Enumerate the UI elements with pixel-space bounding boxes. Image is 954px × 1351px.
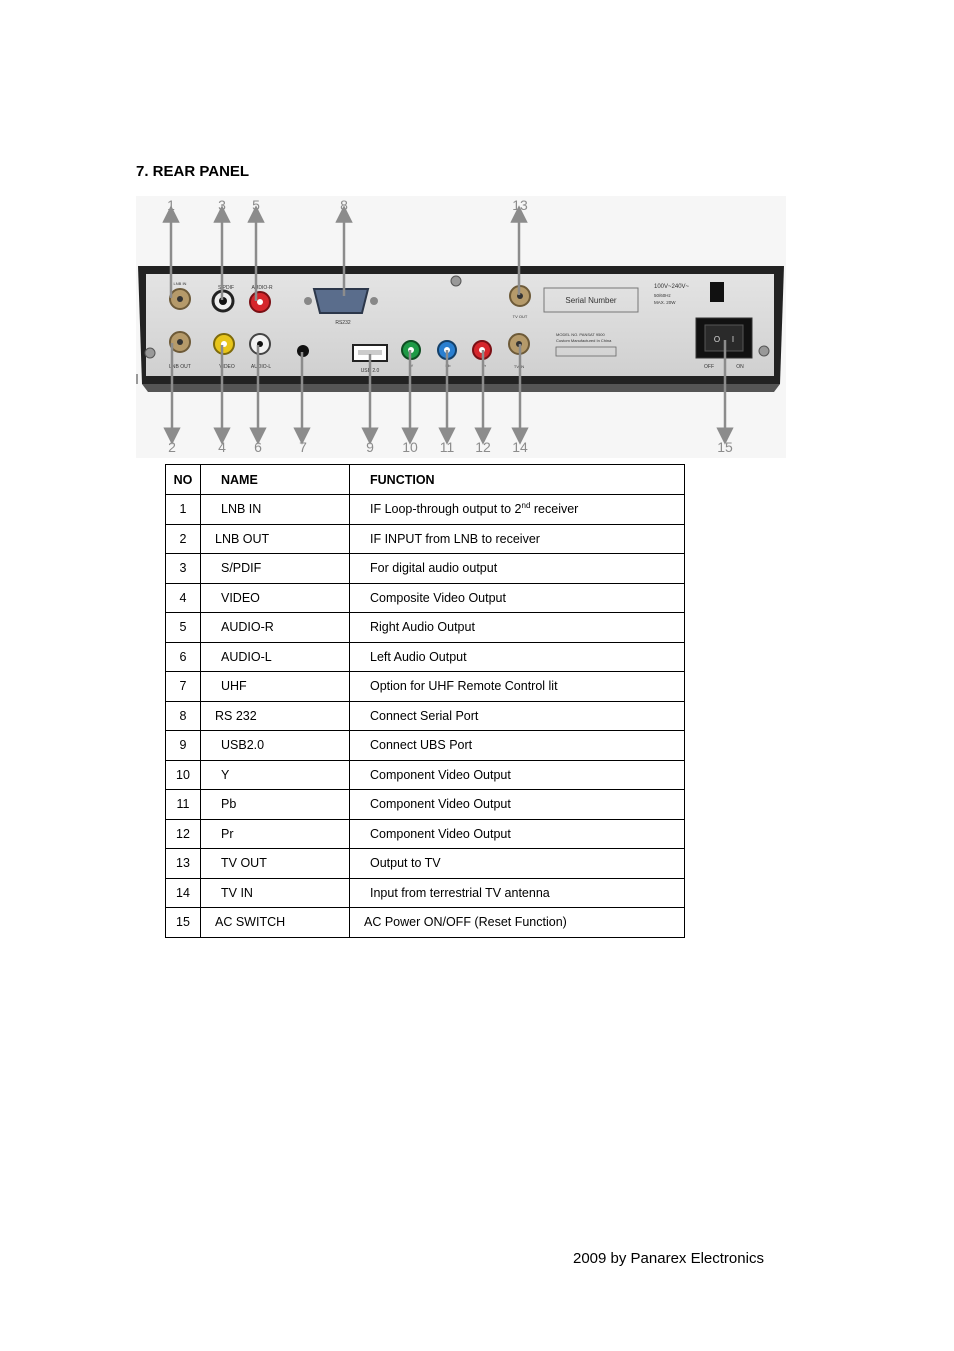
row-no: 3 (166, 554, 201, 584)
row-function: Component Video Output (350, 790, 685, 820)
row-function (350, 495, 685, 525)
ordinal-suffix: nd (521, 501, 531, 511)
section-heading: 7. REAR PANEL (136, 163, 250, 180)
callout-number-9: 9 (366, 439, 374, 455)
lnb-in-label: LNB IN (173, 281, 187, 286)
row-name: TV OUT (201, 849, 350, 879)
callout-number-8: 8 (340, 197, 348, 213)
table-header-row (166, 465, 685, 495)
callout-number-10: 10 (402, 439, 418, 455)
callout-number-2: 2 (168, 439, 176, 455)
callout-number-11: 11 (439, 439, 455, 455)
row-function: IF INPUT from LNB to receiver (350, 524, 685, 554)
made-in-label: Custom Manufactured In China (556, 338, 612, 343)
callout-number-15: 15 (717, 439, 733, 455)
power-socket (710, 282, 724, 302)
header-name: NAME (201, 465, 350, 495)
table-row (166, 524, 685, 554)
function-text-tail: receiver (530, 502, 579, 517)
row-function: Component Video Output (350, 819, 685, 849)
rear-panel-table (165, 464, 685, 938)
row-name: Pb (201, 790, 350, 820)
row-name: VIDEO (201, 583, 350, 613)
row-no: 15 (166, 908, 201, 938)
row-function: Left Audio Output (350, 642, 685, 672)
row-no: 9 (166, 731, 201, 761)
power-spec-2: 50/60Hz (654, 293, 671, 298)
row-function: Connect Serial Port (350, 701, 685, 731)
spdif-label: S/PDIF (217, 285, 235, 291)
callout-number-6: 6 (254, 439, 262, 455)
table-row (166, 760, 685, 790)
row-name: AUDIO-L (201, 642, 350, 672)
rear-panel-figure (136, 196, 786, 458)
table-row (166, 731, 685, 761)
power-spec-1: 100V~240V~ (654, 284, 690, 290)
row-no: 10 (166, 760, 201, 790)
row-no: 7 (166, 672, 201, 702)
video-label: VIDEO (219, 364, 235, 370)
callout-number-4: 4 (218, 439, 226, 455)
row-function: Composite Video Output (350, 583, 685, 613)
power-spec-3: MAX. 20W (654, 300, 676, 305)
table-row (166, 554, 685, 584)
callout-number-7: 7 (299, 439, 307, 455)
callout-number-5: 5 (252, 197, 260, 213)
table-row (166, 583, 685, 613)
table-row (166, 878, 685, 908)
callout-number-13: 13 (512, 197, 528, 213)
audio-r-label: AUDIO-R (251, 285, 273, 291)
row-function: Option for UHF Remote Control lit (350, 672, 685, 702)
table-row (166, 613, 685, 643)
table-row (166, 849, 685, 879)
row-function: For digital audio output (350, 554, 685, 584)
table-row (166, 908, 685, 938)
switch-off-mark: O (713, 335, 721, 344)
table-row (166, 819, 685, 849)
row-no: 2 (166, 524, 201, 554)
pr-label: Pr (482, 363, 486, 368)
row-name: Pr (201, 819, 350, 849)
header-function: FUNCTION (350, 465, 685, 495)
header-no: NO (166, 465, 201, 495)
callout-number-14: 14 (512, 439, 528, 455)
row-name: Y (201, 760, 350, 790)
row-no: 12 (166, 819, 201, 849)
pb-label: Pb (445, 363, 451, 368)
callout-number-3: 3 (218, 197, 226, 213)
row-function: Right Audio Output (350, 613, 685, 643)
rs232-label: RS232 (335, 320, 351, 326)
row-no: 5 (166, 613, 201, 643)
table-row (166, 495, 685, 525)
model-label: MODEL NO. PANSAT 9500 (556, 332, 605, 337)
row-no: 6 (166, 642, 201, 672)
tv-in-label: TV IN (513, 364, 525, 369)
row-name: RS 232 (201, 701, 350, 731)
row-no: 14 (166, 878, 201, 908)
row-no: 8 (166, 701, 201, 731)
tv-out-label: TV OUT (512, 314, 528, 319)
row-no: 1 (166, 495, 201, 525)
row-function: Input from terrestrial TV antenna (350, 878, 685, 908)
row-name: TV IN (201, 878, 350, 908)
y-label: Y (410, 363, 414, 368)
callout-number-12: 12 (475, 439, 491, 455)
row-no: 13 (166, 849, 201, 879)
audio-l-label: AUDIO-L (250, 364, 272, 370)
usb-label: USB 2.0 (360, 368, 380, 374)
on-label: ON (736, 364, 744, 370)
function-text: IF Loop-through output to 2 (370, 502, 522, 517)
page-footer: 2009 by Panarex Electronics (573, 1250, 764, 1267)
lnb-out-label: LNB OUT (169, 364, 191, 370)
row-name: LNB OUT (201, 524, 350, 554)
row-name: UHF (201, 672, 350, 702)
row-name: AUDIO-R (201, 613, 350, 643)
row-name: S/PDIF (201, 554, 350, 584)
callout-number-1: 1 (167, 197, 175, 213)
row-name: AC SWITCH (201, 908, 350, 938)
row-name: USB2.0 (201, 731, 350, 761)
table-row (166, 790, 685, 820)
table-row (166, 642, 685, 672)
row-function: Component Video Output (350, 760, 685, 790)
row-function: Output to TV (350, 849, 685, 879)
off-label: OFF (704, 364, 714, 370)
row-name: LNB IN (201, 495, 350, 525)
table-row (166, 672, 685, 702)
switch-on-mark: I (731, 335, 735, 344)
serial-number-box: Serial Number (565, 296, 617, 305)
row-no: 4 (166, 583, 201, 613)
row-no: 11 (166, 790, 201, 820)
table-row (166, 701, 685, 731)
row-function: AC Power ON/OFF (Reset Function) (350, 908, 685, 938)
row-function: Connect UBS Port (350, 731, 685, 761)
